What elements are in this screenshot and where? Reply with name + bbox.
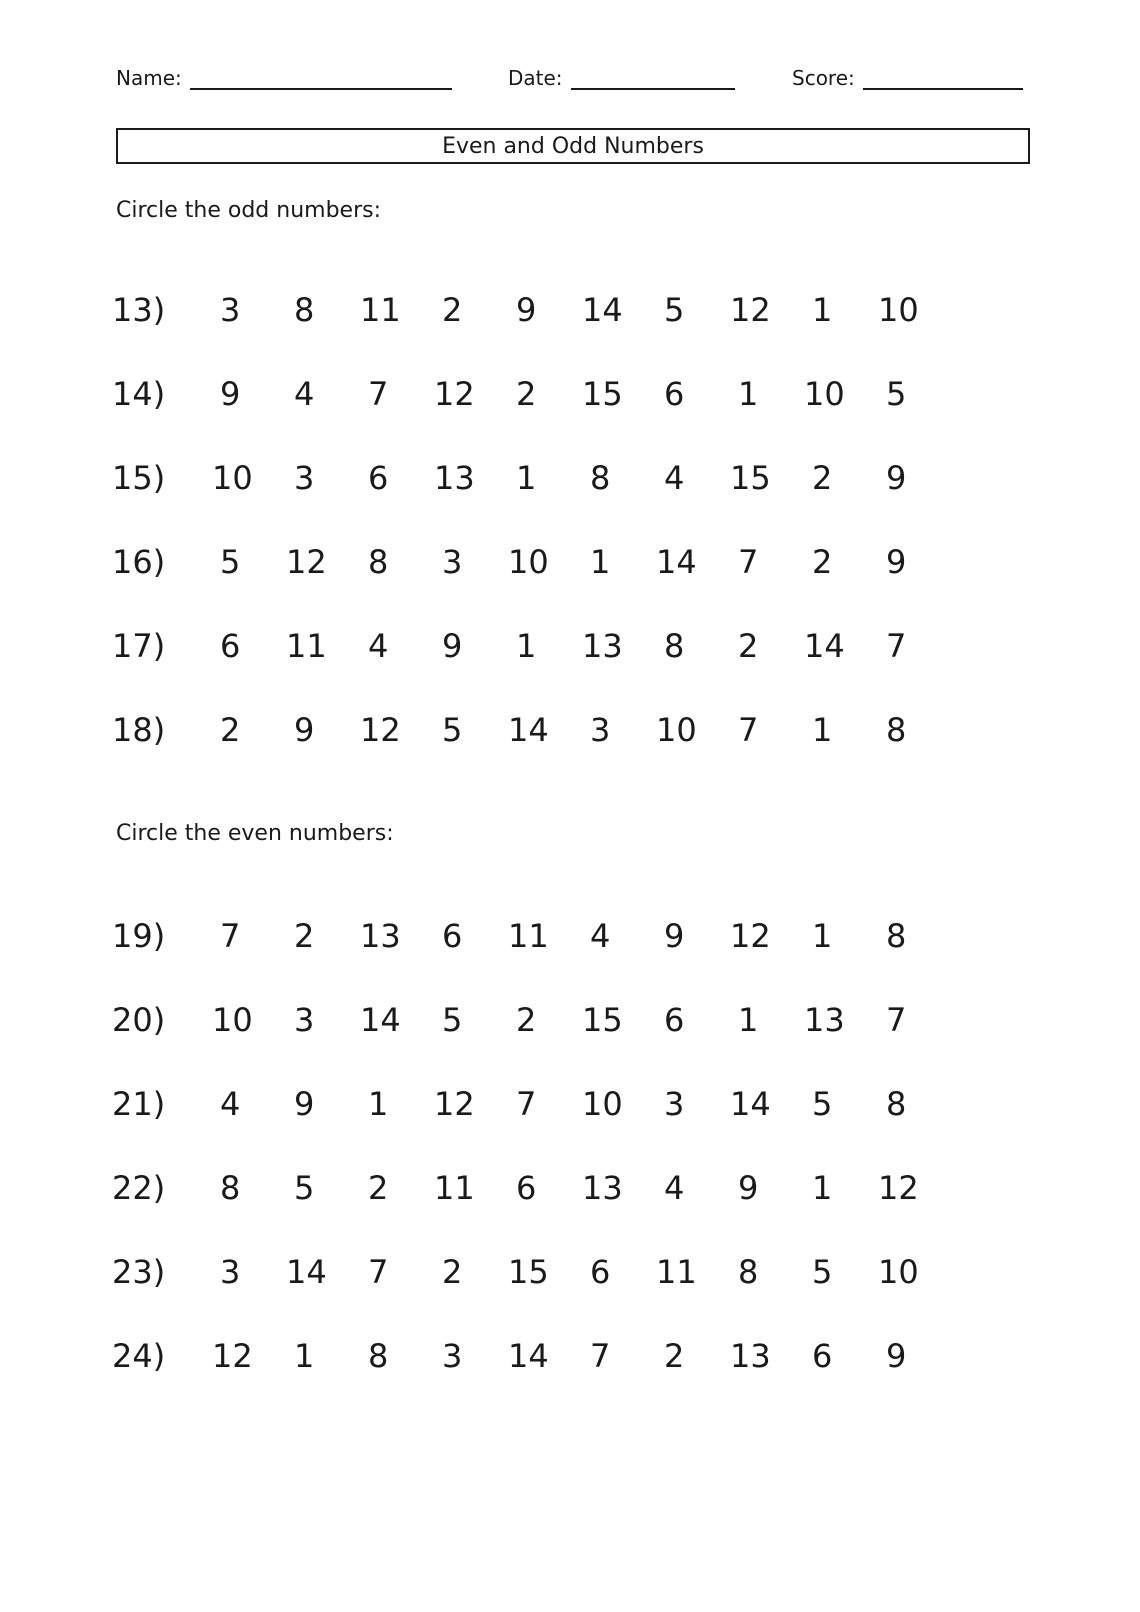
number-choice[interactable]: 1 xyxy=(738,375,759,413)
number-choice[interactable]: 14 xyxy=(360,1001,401,1039)
number-choice[interactable]: 4 xyxy=(590,917,611,955)
instruction-odd: Circle the odd numbers: xyxy=(116,198,381,223)
number-choice[interactable]: 3 xyxy=(442,543,463,581)
score-blank-line[interactable] xyxy=(863,68,1023,90)
number-choice[interactable]: 12 xyxy=(434,1085,475,1123)
problem-number: 17) xyxy=(112,627,166,665)
number-choice[interactable]: 12 xyxy=(286,543,327,581)
number-choice[interactable]: 11 xyxy=(360,291,401,329)
number-choice[interactable]: 7 xyxy=(516,1085,537,1123)
number-choice[interactable]: 2 xyxy=(368,1169,389,1207)
number-choice[interactable]: 7 xyxy=(368,375,389,413)
number-choice[interactable]: 2 xyxy=(220,711,241,749)
number-choice[interactable]: 7 xyxy=(886,627,907,665)
problem-number: 13) xyxy=(112,291,166,329)
number-choice[interactable]: 14 xyxy=(508,711,549,749)
number-choice[interactable]: 9 xyxy=(516,291,537,329)
number-choice[interactable]: 1 xyxy=(368,1085,389,1123)
number-choice[interactable]: 13 xyxy=(730,1337,771,1375)
number-choice[interactable]: 12 xyxy=(730,291,771,329)
number-choice[interactable]: 10 xyxy=(656,711,697,749)
number-choice[interactable]: 10 xyxy=(582,1085,623,1123)
number-choice[interactable]: 12 xyxy=(730,917,771,955)
number-choice[interactable]: 6 xyxy=(368,459,389,497)
number-choice[interactable]: 8 xyxy=(294,291,315,329)
number-choice[interactable]: 3 xyxy=(220,291,241,329)
worksheet-title xyxy=(116,128,1030,164)
number-choice[interactable]: 6 xyxy=(590,1253,611,1291)
number-choice[interactable]: 3 xyxy=(442,1337,463,1375)
number-choice[interactable]: 1 xyxy=(738,1001,759,1039)
number-choice[interactable]: 2 xyxy=(294,917,315,955)
number-choice[interactable]: 11 xyxy=(656,1253,697,1291)
number-choice[interactable]: 6 xyxy=(664,1001,685,1039)
number-choice[interactable]: 1 xyxy=(812,1169,833,1207)
problem-row xyxy=(112,1166,1012,1210)
number-choice[interactable]: 9 xyxy=(442,627,463,665)
number-choice[interactable]: 3 xyxy=(664,1085,685,1123)
number-choice[interactable]: 2 xyxy=(516,1001,537,1039)
number-choice[interactable]: 6 xyxy=(812,1337,833,1375)
problem-row xyxy=(112,624,1012,668)
name-blank-line[interactable] xyxy=(190,68,452,90)
problem-number: 18) xyxy=(112,711,166,749)
number-choice[interactable]: 5 xyxy=(294,1169,315,1207)
problem-row xyxy=(112,1082,1012,1126)
number-choice[interactable]: 9 xyxy=(886,543,907,581)
number-choice[interactable]: 4 xyxy=(220,1085,241,1123)
number-choice[interactable]: 13 xyxy=(360,917,401,955)
number-choice[interactable]: 1 xyxy=(516,627,537,665)
problem-number: 22) xyxy=(112,1169,166,1207)
number-choice[interactable]: 6 xyxy=(442,917,463,955)
number-choice[interactable]: 4 xyxy=(294,375,315,413)
number-choice[interactable]: 8 xyxy=(886,917,907,955)
problem-number: 23) xyxy=(112,1253,166,1291)
name-label: Name: xyxy=(116,66,182,90)
number-choice[interactable]: 13 xyxy=(804,1001,845,1039)
number-choice[interactable]: 2 xyxy=(812,543,833,581)
number-choice[interactable]: 12 xyxy=(360,711,401,749)
number-choice[interactable]: 1 xyxy=(812,917,833,955)
number-choice[interactable]: 15 xyxy=(508,1253,549,1291)
number-choice[interactable]: 10 xyxy=(212,1001,253,1039)
number-choice[interactable]: 10 xyxy=(508,543,549,581)
number-choice[interactable]: 15 xyxy=(582,1001,623,1039)
number-choice[interactable]: 4 xyxy=(664,1169,685,1207)
number-choice[interactable]: 6 xyxy=(664,375,685,413)
number-choice[interactable]: 2 xyxy=(442,1253,463,1291)
number-choice[interactable]: 4 xyxy=(664,459,685,497)
number-choice[interactable]: 2 xyxy=(664,1337,685,1375)
number-choice[interactable]: 14 xyxy=(508,1337,549,1375)
number-choice[interactable]: 12 xyxy=(434,375,475,413)
number-choice[interactable]: 7 xyxy=(738,711,759,749)
number-choice[interactable]: 14 xyxy=(286,1253,327,1291)
number-choice[interactable]: 14 xyxy=(804,627,845,665)
number-choice[interactable]: 10 xyxy=(878,291,919,329)
number-choice[interactable]: 10 xyxy=(804,375,845,413)
number-choice[interactable]: 7 xyxy=(220,917,241,955)
number-choice[interactable]: 12 xyxy=(878,1169,919,1207)
number-choice[interactable]: 1 xyxy=(590,543,611,581)
problem-row xyxy=(112,372,1012,416)
problem-number: 15) xyxy=(112,459,166,497)
number-choice[interactable]: 9 xyxy=(220,375,241,413)
number-choice[interactable]: 3 xyxy=(294,459,315,497)
number-choice[interactable]: 9 xyxy=(294,711,315,749)
problem-row xyxy=(112,456,1012,500)
name-field[interactable] xyxy=(116,66,452,90)
number-choice[interactable]: 2 xyxy=(812,459,833,497)
number-choice[interactable]: 14 xyxy=(656,543,697,581)
number-choice[interactable]: 8 xyxy=(220,1169,241,1207)
number-choice[interactable]: 5 xyxy=(442,1001,463,1039)
number-choice[interactable]: 9 xyxy=(294,1085,315,1123)
number-choice[interactable]: 8 xyxy=(738,1253,759,1291)
problem-number: 20) xyxy=(112,1001,166,1039)
number-choice[interactable]: 7 xyxy=(590,1337,611,1375)
number-choice[interactable]: 15 xyxy=(582,375,623,413)
number-choice[interactable]: 8 xyxy=(886,711,907,749)
number-choice[interactable]: 5 xyxy=(812,1085,833,1123)
problem-row xyxy=(112,914,1012,958)
number-choice[interactable]: 3 xyxy=(220,1253,241,1291)
number-choice[interactable]: 3 xyxy=(294,1001,315,1039)
header-fields xyxy=(116,66,1028,96)
number-choice[interactable]: 9 xyxy=(664,917,685,955)
problem-row xyxy=(112,1250,1012,1294)
number-choice[interactable]: 5 xyxy=(220,543,241,581)
problem-number: 24) xyxy=(112,1337,166,1375)
date-field[interactable] xyxy=(508,66,735,90)
worksheet-title-text: Even and Odd Numbers xyxy=(442,133,704,159)
problem-row xyxy=(112,540,1012,584)
number-choice[interactable]: 1 xyxy=(812,711,833,749)
number-choice[interactable]: 10 xyxy=(878,1253,919,1291)
number-choice[interactable]: 2 xyxy=(738,627,759,665)
score-field[interactable] xyxy=(792,66,1023,90)
number-choice[interactable]: 9 xyxy=(886,459,907,497)
number-choice[interactable]: 6 xyxy=(516,1169,537,1207)
number-choice[interactable]: 2 xyxy=(442,291,463,329)
problem-row xyxy=(112,998,1012,1042)
number-choice[interactable]: 7 xyxy=(368,1253,389,1291)
number-choice[interactable]: 14 xyxy=(730,1085,771,1123)
number-choice[interactable]: 2 xyxy=(516,375,537,413)
number-choice[interactable]: 13 xyxy=(582,1169,623,1207)
problem-number: 14) xyxy=(112,375,166,413)
instruction-even: Circle the even numbers: xyxy=(116,821,394,846)
number-choice[interactable]: 8 xyxy=(590,459,611,497)
date-label: Date: xyxy=(508,66,563,90)
number-choice[interactable]: 1 xyxy=(812,291,833,329)
number-choice[interactable]: 5 xyxy=(886,375,907,413)
number-choice[interactable]: 9 xyxy=(738,1169,759,1207)
number-choice[interactable]: 7 xyxy=(886,1001,907,1039)
number-choice[interactable]: 9 xyxy=(886,1337,907,1375)
number-choice[interactable]: 12 xyxy=(212,1337,253,1375)
number-choice[interactable]: 11 xyxy=(286,627,327,665)
number-choice[interactable]: 5 xyxy=(442,711,463,749)
number-choice[interactable]: 11 xyxy=(434,1169,475,1207)
date-blank-line[interactable] xyxy=(571,68,735,90)
number-choice[interactable]: 15 xyxy=(730,459,771,497)
number-choice[interactable]: 8 xyxy=(368,543,389,581)
problem-number: 16) xyxy=(112,543,166,581)
number-choice[interactable]: 13 xyxy=(434,459,475,497)
problem-number: 21) xyxy=(112,1085,166,1123)
number-choice[interactable]: 10 xyxy=(212,459,253,497)
number-choice[interactable]: 3 xyxy=(590,711,611,749)
number-choice[interactable]: 8 xyxy=(664,627,685,665)
problem-number: 19) xyxy=(112,917,166,955)
number-choice[interactable]: 1 xyxy=(294,1337,315,1375)
number-choice[interactable]: 7 xyxy=(738,543,759,581)
number-choice[interactable]: 14 xyxy=(582,291,623,329)
number-choice[interactable]: 5 xyxy=(664,291,685,329)
number-choice[interactable]: 13 xyxy=(582,627,623,665)
number-choice[interactable]: 1 xyxy=(516,459,537,497)
problem-row xyxy=(112,1334,1012,1378)
number-choice[interactable]: 6 xyxy=(220,627,241,665)
number-choice[interactable]: 8 xyxy=(368,1337,389,1375)
score-label: Score: xyxy=(792,66,855,90)
number-choice[interactable]: 4 xyxy=(368,627,389,665)
problem-row xyxy=(112,708,1012,752)
number-choice[interactable]: 11 xyxy=(508,917,549,955)
number-choice[interactable]: 8 xyxy=(886,1085,907,1123)
number-choice[interactable]: 5 xyxy=(812,1253,833,1291)
problem-row xyxy=(112,288,1012,332)
